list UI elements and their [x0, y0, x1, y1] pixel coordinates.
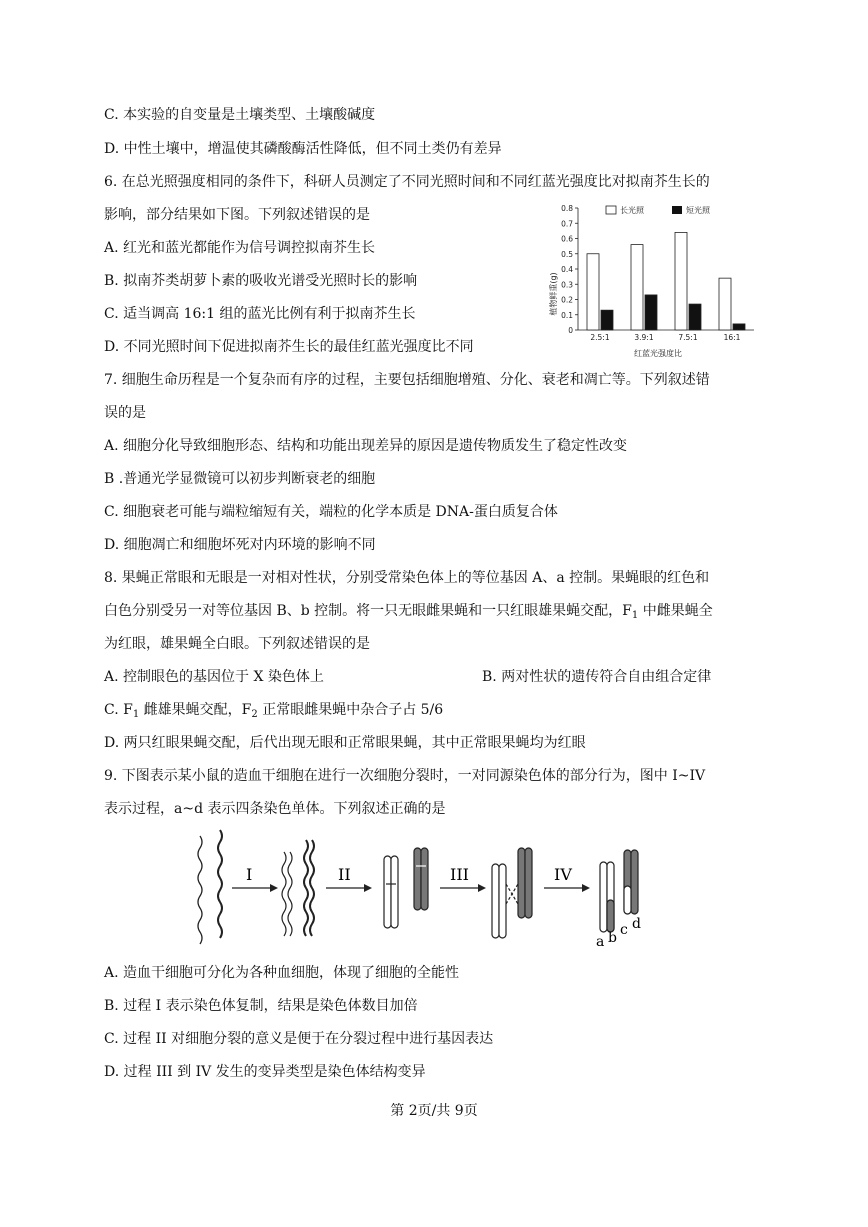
y-tick-label: 0	[568, 326, 573, 335]
chromatid-label-b: b	[608, 930, 617, 946]
stage-1-replicated	[282, 840, 314, 936]
y-tick-label: 0.1	[561, 310, 573, 320]
chromatid-label-a: a	[596, 934, 605, 950]
q8-option-c-text-b: 雌雄果蝇交配，F	[139, 702, 252, 718]
bar-long-1	[631, 245, 643, 330]
q7-option-b: B .普通光学显微镜可以初步判断衰老的细胞	[104, 471, 376, 487]
legend-label-long-light: 长光照	[620, 206, 644, 215]
q6-option-d: D. 不同光照时间下促进拟南芥生长的最佳红蓝光强度比不同	[104, 339, 474, 355]
x-axis-label: 红蓝光强度比	[634, 349, 682, 358]
chromosome-diagram	[188, 826, 658, 956]
q8-option-c-text-c: 正常眼雌果蝇中杂合子占 5/6	[257, 702, 444, 718]
step-label-3: III	[450, 865, 469, 884]
stage-0-chromatin	[198, 830, 222, 944]
step-label-2: II	[338, 865, 351, 884]
q7-stem-line2: 误的是	[104, 405, 146, 421]
chromatin-strand-left	[198, 836, 202, 944]
x-tick-label: 16:1	[723, 333, 741, 342]
x-tick-label: 7.5:1	[678, 333, 698, 342]
q9-option-c: C. 过程 II 对细胞分裂的意义是便于在分裂过程中进行基因表达	[104, 1031, 494, 1047]
arrow-step-2	[326, 865, 372, 892]
y-tick-label: 0.8	[561, 204, 573, 213]
q7-stem-line1: 7. 细胞生命历程是一个复杂而有序的过程，主要包括细胞增殖、分化、衰老和凋亡等。下列叙述错	[104, 372, 710, 388]
x-tick-label: 2.5:1	[590, 333, 610, 342]
q8-option-b: B. 两对性状的遗传符合自由组合定律	[482, 669, 712, 685]
page-footer: 第 2页/共 9页	[390, 1103, 478, 1119]
q5-option-c: C. 本实验的自变量是土壤类型、土壤酸碱度	[104, 107, 376, 123]
q7-option-c: C. 细胞衰老可能与端粒缩短有关，端粒的化学本质是 DNA-蛋白质复合体	[104, 504, 558, 520]
subscript: 2	[251, 709, 258, 720]
bar-chart	[548, 196, 760, 360]
q6-stem-line1: 6. 在总光照强度相同的条件下，科研人员测定了不同光照时间和不同红蓝光强度比对拟南芥生长的	[104, 174, 710, 190]
q8-stem-line1: 8. 果蝇正常眼和无眼是一对相对性状，分别受常染色体上的等位基因 A、a 控制。果蝇眼的红色和	[104, 570, 710, 586]
subscript: 1	[132, 709, 140, 720]
q9-option-a: A. 造血干细胞可分化为各种血细胞，体现了细胞的全能性	[104, 965, 460, 981]
q9-stem-line2: 表示过程，a~d 表示四条染色单体。下列叙述正确的是	[104, 801, 446, 817]
arrow-step-1	[232, 865, 278, 892]
arrow-step-4	[544, 865, 590, 892]
bar-short-1	[645, 295, 657, 330]
q5-option-d: D. 中性土壤中，增温使其磷酸酶活性降低，但不同土类仍有差异	[104, 141, 502, 157]
q6-option-c: C. 适当调高 16:1 组的蓝光比例有利于拟南芥生长	[104, 306, 416, 322]
q6-option-b: B. 拟南芥类胡萝卜素的吸收光谱受光照时长的影响	[104, 273, 418, 289]
bar-long-2	[675, 232, 687, 330]
y-tick-label: 0.5	[561, 249, 573, 259]
legend-swatch-short-light	[672, 206, 682, 214]
arrow-step-3	[440, 865, 486, 892]
q9-option-b: B. 过程 I 表示染色体复制，结果是染色体数目加倍	[104, 998, 418, 1014]
bar-short-0	[601, 310, 613, 330]
legend-label-short-light: 短光照	[686, 206, 710, 215]
q9-option-d: D. 过程 III 到 IV 发生的变异类型是染色体结构变异	[104, 1064, 426, 1080]
step-label-1: I	[246, 865, 253, 884]
bar-short-3	[733, 324, 745, 330]
q7-option-d: D. 细胞凋亡和细胞坏死对内环境的影响不同	[104, 537, 376, 553]
subscript: 1	[631, 610, 639, 621]
y-tick-label: 0.6	[561, 234, 573, 244]
q8-stem-line3: 为红眼，雄果蝇全白眼。下列叙述错误的是	[104, 636, 370, 652]
q8-stem-line2-text-b: 中雌果蝇全	[638, 603, 713, 619]
y-axis-label: 植物鲜重(g)	[549, 272, 558, 316]
q7-option-a: A. 细胞分化导致细胞形态、结构和功能出现差异的原因是遗传物质发生了稳定性改变	[104, 438, 628, 454]
x-tick-label: 3.9:1	[634, 333, 654, 342]
q8-option-c	[104, 700, 443, 725]
q8-option-d: D. 两只红眼果蝇交配，后代出现无眼和正常眼果蝇，其中正常眼果蝇均为红眼	[104, 735, 586, 751]
chromatid-label-c: c	[620, 922, 628, 938]
y-tick-label: 0.2	[561, 295, 573, 305]
step-label-4: IV	[554, 865, 572, 884]
y-tick-label: 0.7	[561, 219, 573, 229]
y-tick-label: 0.3	[561, 280, 573, 290]
q8-option-a: A. 控制眼色的基因位于 X 染色体上	[104, 669, 324, 685]
chromatin-strand-right	[218, 830, 222, 938]
bar-long-0	[587, 254, 599, 330]
stage-3-crossing-over	[492, 848, 532, 938]
q6-stem-line2: 影响，部分结果如下图。下列叙述错误的是	[104, 207, 370, 223]
bar-short-2	[689, 304, 701, 330]
y-tick-label: 0.4	[561, 265, 573, 274]
q8-option-c-text-a: C. F	[104, 702, 133, 718]
q6-option-a: A. 红光和蓝光都能作为信号调控拟南芥生长	[104, 240, 376, 256]
q8-stem-line2-text-a: 白色分别受另一对等位基因 B、b 控制。将一只无眼雌果蝇和一只红眼雄果蝇交配，F	[104, 603, 632, 619]
q9-stem-line1: 9. 下图表示某小鼠的造血干细胞在进行一次细胞分裂时，一对同源染色体的部分行为，图中 I~IV	[104, 768, 706, 784]
q8-stem-line2	[104, 601, 713, 626]
bar-long-3	[719, 278, 731, 330]
legend-swatch-long-light	[606, 206, 616, 214]
chromatid-label-d: d	[632, 916, 641, 932]
stage-2-condensed	[384, 848, 428, 928]
